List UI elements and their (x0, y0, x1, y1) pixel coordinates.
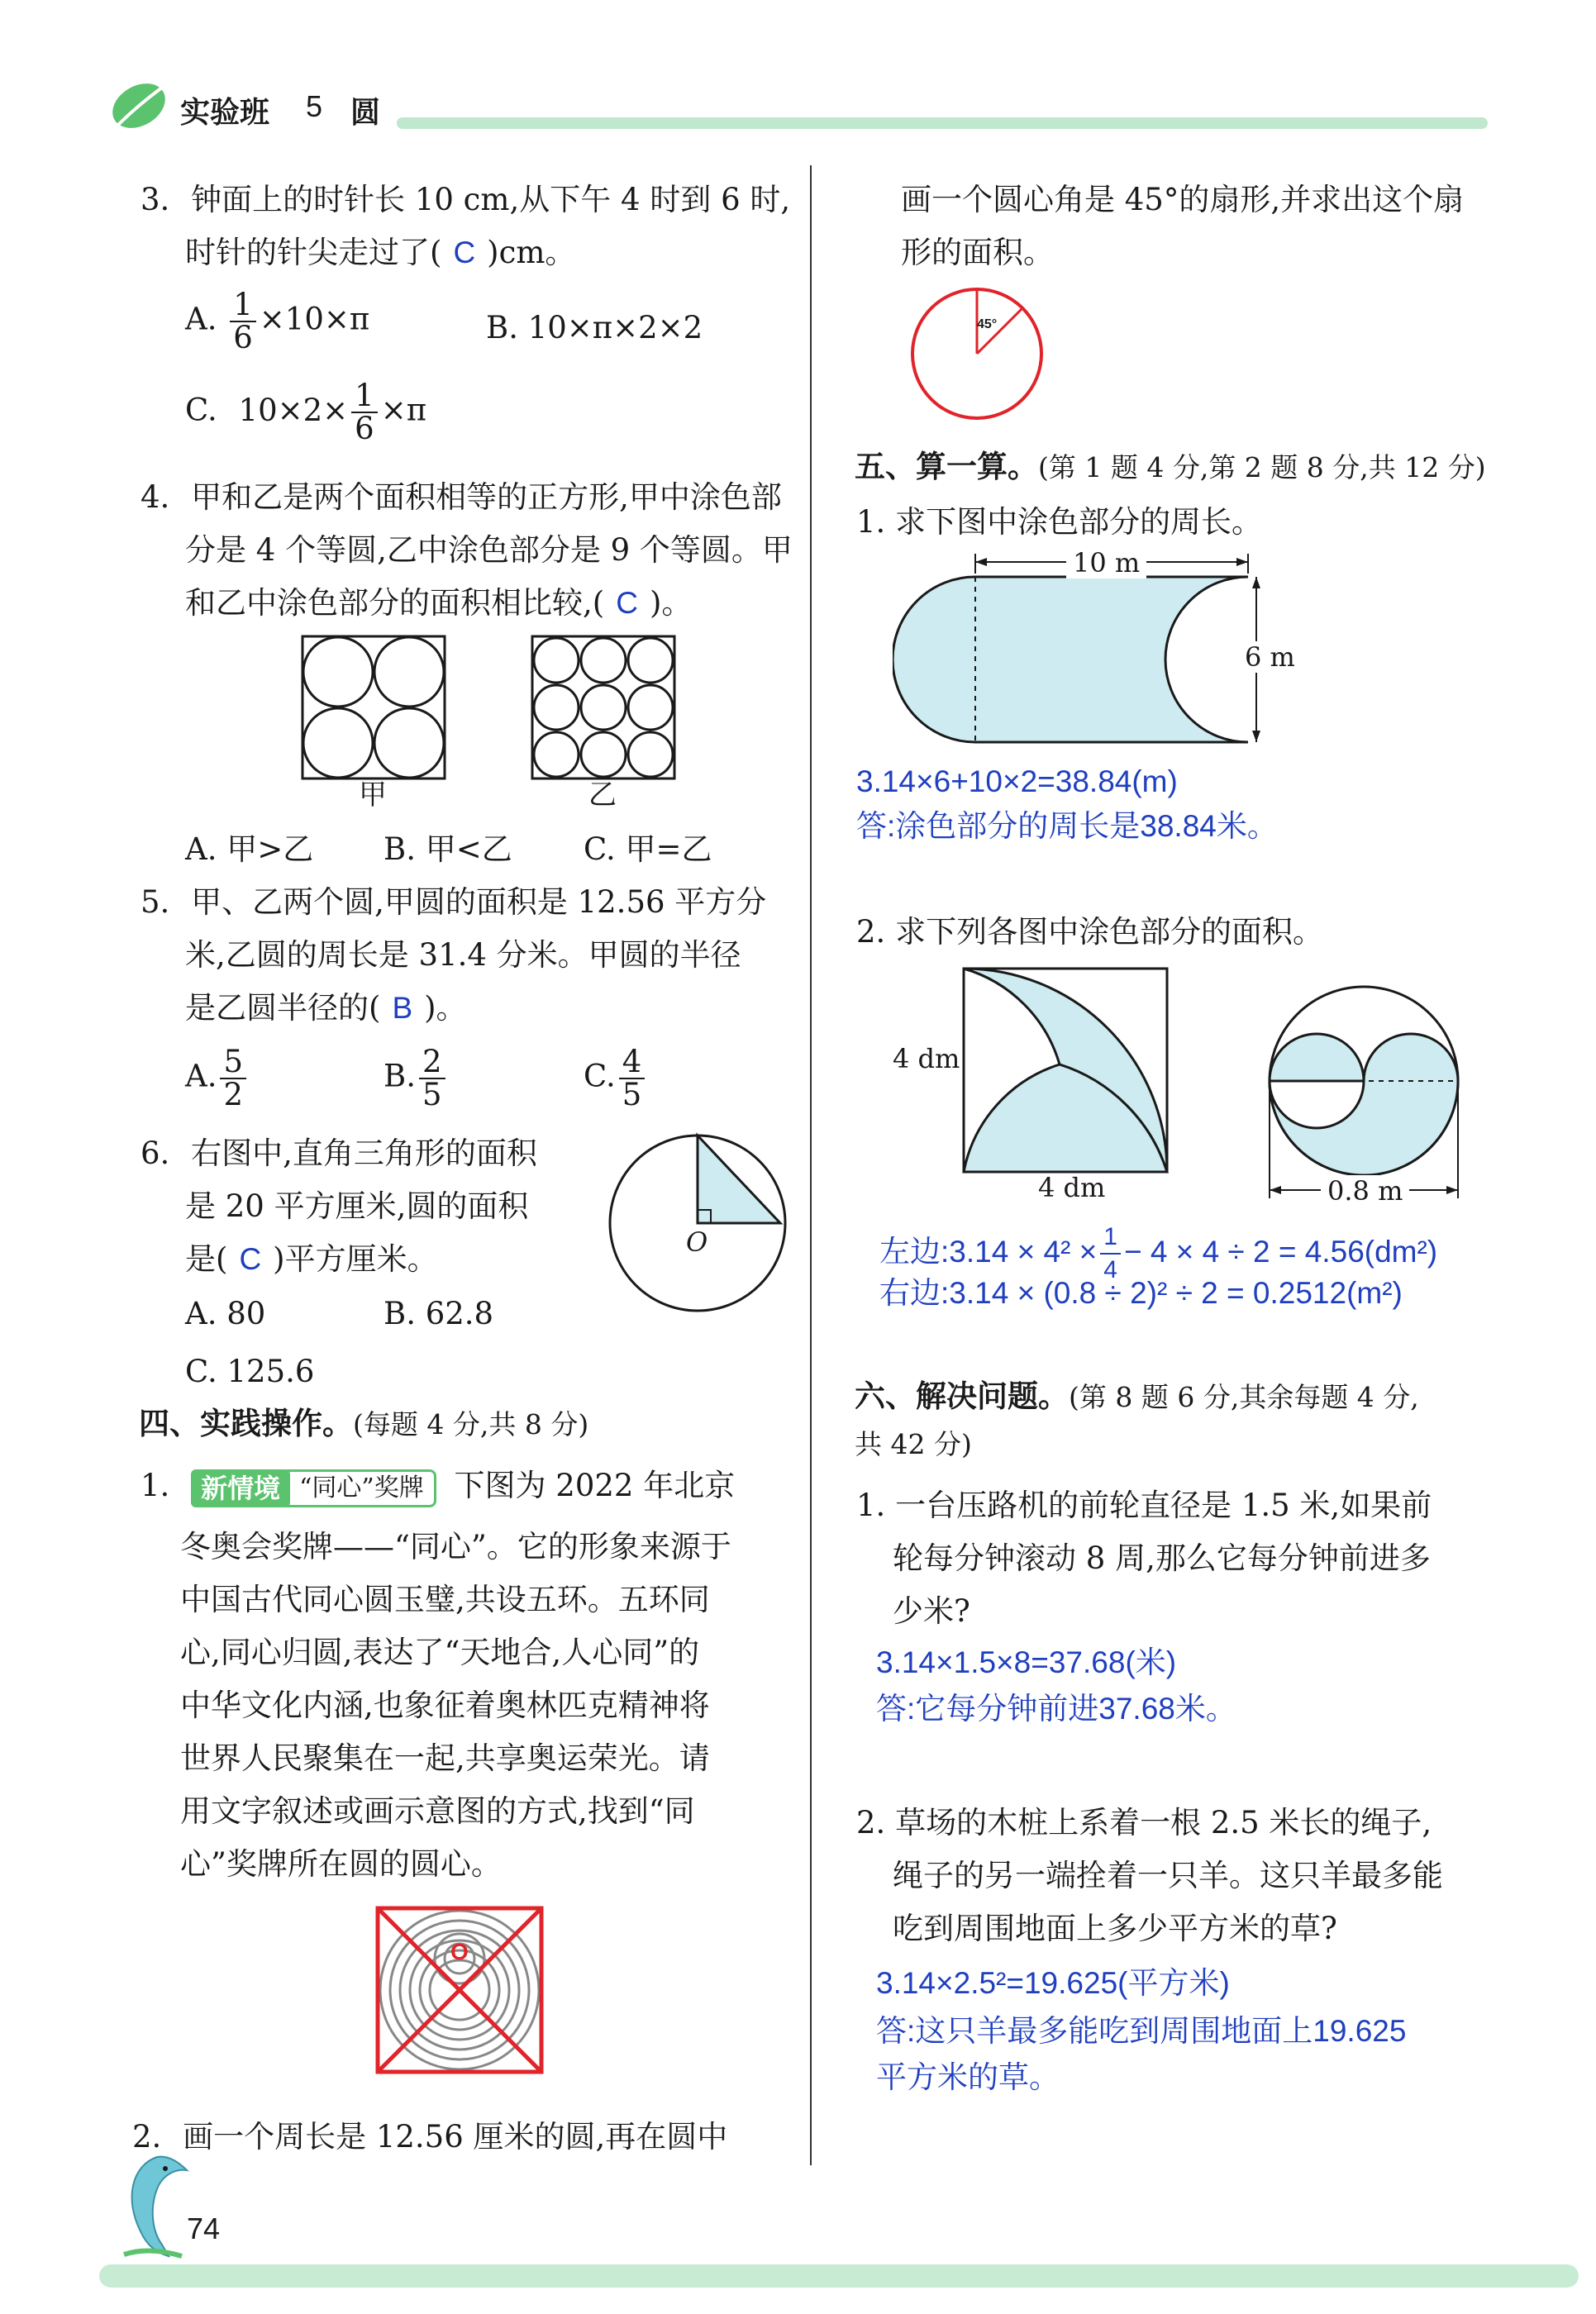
s6q1-answer-line1: 3.14×1.5×8=37.68(米) (876, 1645, 1177, 1679)
q3-line1 (141, 174, 790, 226)
s5q2-answer-right: 右边:3.14 × (0.8 ÷ 2)² ÷ 2 = 0.2512(m²) (879, 1276, 1403, 1310)
s6q1-answer-line2: 答:它每分钟前进37.68米。 (876, 1692, 1236, 1726)
q4-option-c: C. 甲=乙 (584, 831, 712, 867)
q4-option-b: B. 甲<乙 (384, 831, 512, 867)
s6q2-line3: 吃到周围地面上多少平方米的草? (893, 1911, 1337, 1946)
s5q2-circle-figure (1265, 982, 1463, 1205)
page-number: 74 (187, 2212, 221, 2245)
s4q2-line3: 形的面积。 (901, 235, 1054, 270)
s4q1-line7: 用文字叙述或画示意图的方式,找到“同 (180, 1793, 695, 1829)
s5q2-dim-bottom: 4 dm (1038, 1172, 1106, 1203)
header (107, 76, 1496, 142)
s5q1-dim-right: 6 m (1240, 641, 1300, 673)
q3-option-c: C. 10×2× $\frac{1}{6}$ ×π (185, 378, 427, 446)
section6-score2: 共 42 分) (855, 1428, 972, 1460)
s4q2-line1: 2. 画一个周长是 12.56 厘米的圆,再在圆中 (132, 2119, 728, 2154)
q5-option-a: A. $\frac{5}{2}$ (185, 1046, 250, 1111)
s4q1-line3: 中国古代同心圆玉璧,共设五环。五环同 (180, 1582, 710, 1617)
s5q2-dim-left: 4 dm (893, 1043, 960, 1074)
section4-heading: 四、实践操作。(每题 4 分,共 8 分) (139, 1407, 589, 1440)
header-brand: 实验班 (180, 95, 270, 129)
sector-angle-label: 45° (977, 317, 998, 331)
s4q1-line1: 1. 新情境 “同心”奖牌 下图为 2022 年北京 (141, 1459, 735, 1512)
medal-tag: “同心”奖牌 (287, 1469, 436, 1507)
s5q2-answer-left: 左边:3.14 × 4² × $\frac{1}{4}$ − 4 × 4 ÷ 2 = 4.56(dm²) (879, 1223, 1438, 1283)
q5-line2: 米,乙圆的周长是 31.4 分米。甲圆的半径 (185, 937, 741, 973)
column-divider (810, 165, 812, 2165)
header-rule (397, 117, 1488, 129)
s5q1-dim-top: 10 m (1066, 547, 1146, 578)
section6-heading: 六、解决问题。(第 8 题 6 分,其余每题 4 分, (855, 1379, 1419, 1413)
q6-line3: 是( C )平方厘米。 (185, 1241, 438, 1277)
q4-figure-jia (301, 635, 446, 780)
s5q1-answer-line2: 答:涂色部分的周长是38.84米。 (856, 809, 1278, 843)
s4q1-line8: 心”奖牌所在圆的圆心。 (180, 1846, 502, 1882)
medal-figure (375, 1906, 544, 2074)
s5q2-square-figure (962, 967, 1169, 1174)
q4-fig-label-jia: 甲 (359, 778, 387, 812)
s6q1-line3: 少米? (893, 1593, 970, 1629)
q5-line1: 5. 甲、乙两个圆,甲圆的面积是 12.56 平方分 (141, 884, 767, 920)
q6-circle-figure (607, 1132, 788, 1314)
s6q2-line2: 绳子的另一端拴着一只羊。这只羊最多能 (893, 1858, 1443, 1893)
s5q1-figure (893, 550, 1273, 749)
medal-center-label: O (450, 1939, 469, 1964)
q6-option-a: A. 80 (185, 1296, 266, 1331)
q5-line3: 是乙圆半径的( B )。 (185, 990, 467, 1026)
q4-line3: 和乙中涂色部分的面积相比较,( C )。 (185, 585, 693, 621)
s6q2-answer-line2: 答:这只羊最多能吃到周围地面上19.625 (876, 2014, 1407, 2048)
s5q2-dim-circle: 0.8 m (1321, 1175, 1409, 1207)
header-unit-title: 圆 (350, 95, 381, 129)
q4-option-a: A. 甲>乙 (185, 831, 314, 867)
q6-center-label: O (686, 1226, 708, 1258)
q6-line2: 是 20 平方厘米,圆的面积 (185, 1188, 529, 1224)
s4q1-line6: 世界人民聚集在一起,共享奥运荣光。请 (180, 1740, 710, 1776)
q3-option-b: B. 10×π×2×2 (486, 310, 703, 345)
s4q1-line4: 心,同心归圆,表达了“天地合,人心同”的 (180, 1635, 700, 1670)
s5q1: 1. 求下图中涂色部分的周长。 (856, 504, 1263, 540)
s4q1-line2: 冬奥会奖牌——“同心”。它的形象来源于 (180, 1529, 731, 1564)
section5-heading: 五、算一算。(第 1 题 4 分,第 2 题 8 分,共 12 分) (855, 450, 1486, 483)
new-context-tag: 新情境 (191, 1469, 290, 1507)
q6-option-b: B. 62.8 (384, 1296, 494, 1331)
s6q1-line1: 1. 一台压路机的前轮直径是 1.5 米,如果前 (856, 1488, 1432, 1523)
leaf-logo-icon (107, 76, 174, 136)
header-unit-number: 5 (306, 89, 323, 123)
q6-answer: C (239, 1242, 262, 1276)
q4-line1: 4. 甲和乙是两个面积相等的正方形,甲中涂色部 (141, 479, 782, 515)
s6q2-line1: 2. 草场的木桩上系着一根 2.5 米长的绳子, (856, 1805, 1432, 1840)
q3-number: 3. (141, 182, 170, 217)
q3-line2: 时针的针尖走过了( C )cm。 (185, 235, 576, 270)
sector-drawing (909, 286, 1045, 421)
s4q1-line5: 中华文化内涵,也象征着奥林匹克精神将 (180, 1688, 710, 1723)
footer-wave (99, 2264, 1579, 2288)
q6-line1: 6. 右图中,直角三角形的面积 (141, 1136, 537, 1171)
s6q1-line2: 轮每分钟滚动 8 周,那么它每分钟前进多 (893, 1540, 1431, 1576)
q3-answer: C (453, 236, 476, 269)
q5-option-b: B. $\frac{2}{5}$ (384, 1046, 449, 1111)
q4-answer: C (616, 586, 638, 620)
s4q2-line2: 画一个圆心角是 45°的扇形,并求出这个扇 (901, 182, 1465, 217)
q4-figure-yi (531, 635, 676, 780)
q5-answer: B (392, 991, 413, 1025)
q4-line2: 分是 4 个等圆,乙中涂色部分是 9 个等圆。甲 (185, 532, 793, 568)
s5q2: 2. 求下列各图中涂色部分的面积。 (856, 914, 1324, 950)
s5q1-answer-line1: 3.14×6+10×2=38.84(m) (856, 764, 1178, 798)
q6-option-c: C. 125.6 (185, 1354, 315, 1389)
q4-fig-label-yi: 乙 (588, 778, 617, 812)
q5-option-c: C. $\frac{4}{5}$ (584, 1046, 648, 1111)
q3-text1: 钟面上的时针长 10 cm,从下午 4 时到 6 时, (191, 182, 791, 217)
q3-options-ab: A. $\frac{1}{6}$ ×10×π (185, 287, 370, 355)
dolphin-icon (107, 2149, 198, 2264)
s6q2-answer-line3: 平方米的草。 (876, 2060, 1060, 2094)
s6q2-answer-line1: 3.14×2.5²=19.625(平方米) (876, 1966, 1230, 2000)
